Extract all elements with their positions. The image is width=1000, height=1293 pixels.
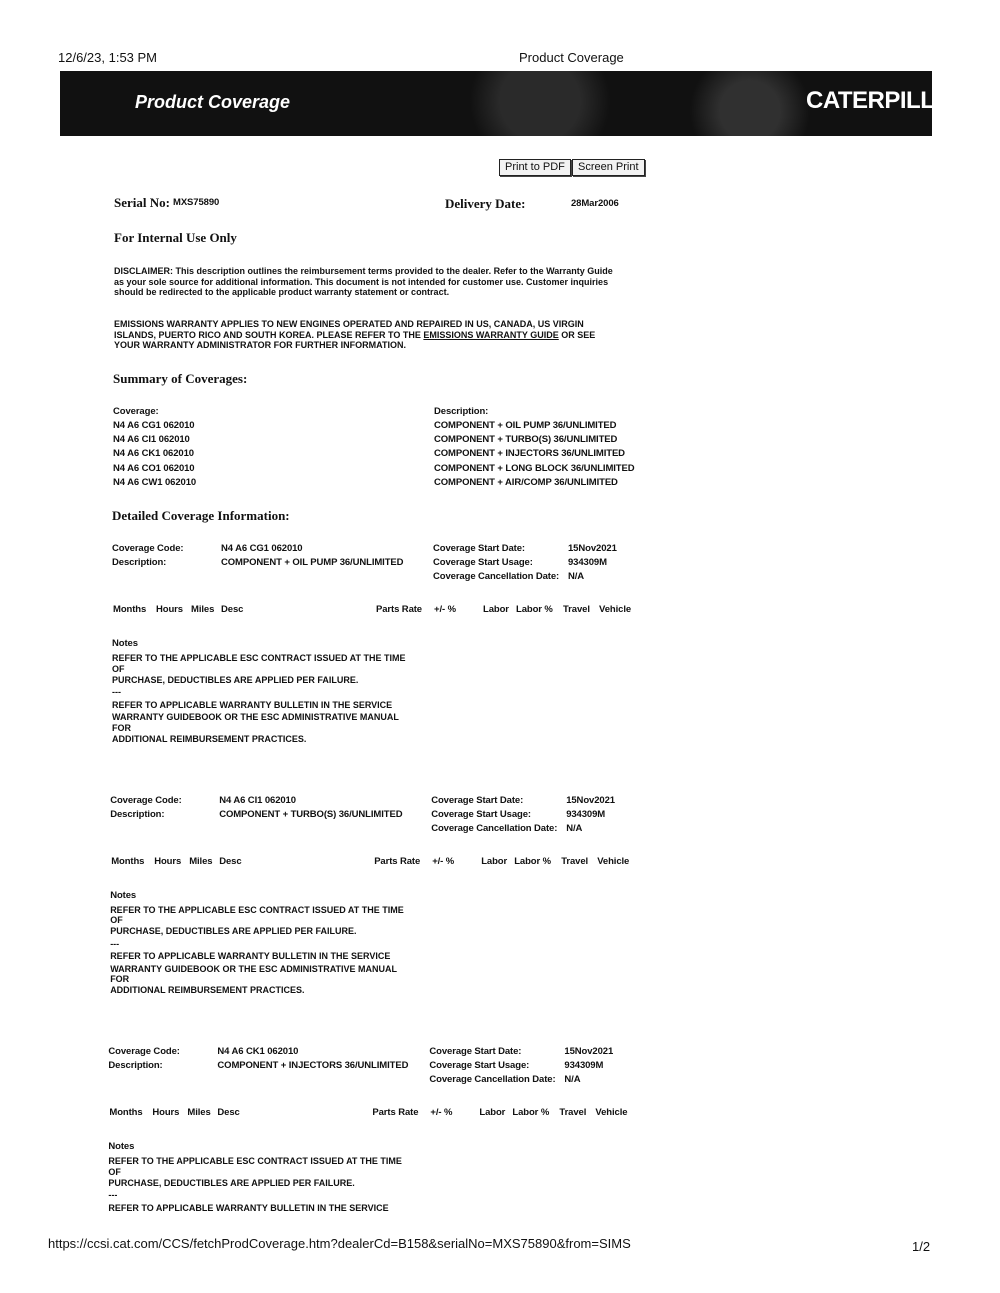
header-banner <box>60 71 969 136</box>
caterpillar-logo: CATERPILLAR <box>806 87 969 114</box>
start-usage-value: 934309M <box>566 808 606 820</box>
summary-coverage-code: N4 A6 CK1 062010 <box>113 448 194 460</box>
summary-coverage-description: COMPONENT + INJECTORS 36/UNLIMITED <box>434 448 625 460</box>
rate-column-header: Labor % <box>514 855 551 867</box>
cancellation-date-value: N/A <box>564 1074 581 1085</box>
notes-line: OF <box>108 1166 121 1177</box>
print-page-title: Product Coverage <box>519 50 624 65</box>
cancellation-date-label: Coverage Cancellation Date: <box>433 571 560 582</box>
rate-column-header: +/- % <box>430 1107 453 1118</box>
notes-line: ADDITIONAL REIMBURSEMENT PRACTICES. <box>112 733 307 744</box>
delivery-date-label: Delivery Date: <box>445 196 526 211</box>
description-label: Description: <box>108 1060 163 1071</box>
delivery-date-value: 28Mar2006 <box>571 198 619 209</box>
start-usage-value: 934309M <box>568 557 607 568</box>
start-date-value: 15Nov2021 <box>566 794 615 806</box>
rate-column-header: Miles <box>191 604 215 615</box>
emissions-text: OR SEE <box>561 329 596 340</box>
notes-line: OF <box>112 663 125 674</box>
cancellation-date-label: Coverage Cancellation Date: <box>431 822 558 834</box>
notes-line: ADDITIONAL REIMBURSEMENT PRACTICES. <box>110 985 305 995</box>
rate-column-header: Labor % <box>516 604 553 615</box>
start-usage-label: Coverage Start Usage: <box>429 1060 530 1071</box>
rate-column-header: Hours <box>156 604 183 615</box>
notes-text <box>112 652 432 745</box>
notes-line: FOR <box>112 722 131 733</box>
rate-column-header: Desc <box>219 855 242 867</box>
notes-line: PURCHASE, DEDUCTIBLES ARE APPLIED PER FAILURE. <box>108 1177 355 1188</box>
start-date-value: 15Nov2021 <box>564 1046 614 1057</box>
rate-column-header: Miles <box>189 855 213 867</box>
coverage-code-value: N4 A6 CI1 062010 <box>219 794 296 806</box>
rate-column-header: Vehicle <box>599 604 632 615</box>
summary-description-header: Description: <box>434 406 489 417</box>
notes-line: OF <box>110 915 123 925</box>
serial-label: Serial No: <box>114 195 170 210</box>
emissions-line <box>114 330 654 341</box>
rate-column-header: Travel <box>559 1107 587 1118</box>
notes-line: PURCHASE, DEDUCTIBLES ARE APPLIED PER FAILURE. <box>112 674 359 685</box>
description-value: COMPONENT + OIL PUMP 36/UNLIMITED <box>221 557 404 568</box>
coverage-code-label: Coverage Code: <box>108 1046 180 1057</box>
start-usage-label: Coverage Start Usage: <box>431 808 531 820</box>
notes-line: REFER TO APPLICABLE WARRANTY BULLETIN IN THE SERVICE <box>108 1202 389 1213</box>
serial-value: MXS75890 <box>173 197 220 208</box>
rate-column-header: +/- % <box>432 855 455 867</box>
rate-column-header: Parts Rate <box>372 1107 419 1118</box>
notes-line: WARRANTY GUIDEBOOK OR THE ESC ADMINISTRATIVE MANUAL <box>112 712 399 722</box>
start-date-value: 15Nov2021 <box>568 543 617 554</box>
emissions-notice <box>114 319 654 351</box>
notes-line: --- <box>112 687 121 697</box>
notes-line: REFER TO APPLICABLE WARRANTY BULLETIN IN THE SERVICE <box>112 699 393 710</box>
notes-line: PURCHASE, DEDUCTIBLES ARE APPLIED PER FAILURE. <box>110 926 357 936</box>
notes-text <box>108 1155 428 1214</box>
notes-line: REFER TO THE APPLICABLE ESC CONTRACT ISSUED AT THE TIME <box>110 904 404 915</box>
description-label: Description: <box>110 808 165 820</box>
internal-use-note: For Internal Use Only <box>114 230 237 245</box>
rate-column-header: Travel <box>563 604 590 615</box>
notes-line: --- <box>108 1190 118 1200</box>
rate-column-header: Labor <box>483 604 509 615</box>
description-value: COMPONENT + INJECTORS 36/UNLIMITED <box>217 1060 409 1071</box>
rate-column-header: Parts Rate <box>374 855 421 867</box>
rate-column-header: Vehicle <box>595 1107 628 1118</box>
rate-column-header: Months <box>113 604 147 615</box>
cancellation-date-value: N/A <box>568 571 585 582</box>
notes-line: REFER TO THE APPLICABLE ESC CONTRACT ISSUED AT THE TIME <box>108 1156 402 1166</box>
summary-coverage-code: N4 A6 CO1 062010 <box>113 462 195 474</box>
rate-column-header: Months <box>109 1107 143 1118</box>
emissions-text: ISLANDS, PUERTO RICO AND SOUTH KOREA. PLEASE REFER TO THE <box>114 329 421 340</box>
summary-coverage-header: Coverage: <box>113 406 159 417</box>
notes-text <box>110 904 430 997</box>
coverage-code-value: N4 A6 CK1 062010 <box>217 1046 299 1057</box>
rate-column-header: Hours <box>154 855 182 867</box>
description-value: COMPONENT + TURBO(S) 36/UNLIMITED <box>219 808 403 820</box>
notes-label: Notes <box>108 1141 135 1152</box>
banner-title: Product Coverage <box>135 92 291 112</box>
footer-page-number: 1/2 <box>912 1239 931 1254</box>
rate-column-header: Travel <box>561 855 589 867</box>
emissions-line: YOUR WARRANTY ADMINISTRATOR FOR FURTHER INFORMATION. <box>114 340 406 350</box>
rate-column-header: Desc <box>217 1107 240 1118</box>
disclaimer-line: DISCLAIMER: This description outlines the reimbursement terms provided to the dealer. Refer to the Warranty Guide <box>114 266 613 276</box>
summary-coverage-code: N4 A6 CW1 062010 <box>113 476 197 488</box>
start-date-label: Coverage Start Date: <box>433 543 525 554</box>
notes-line: --- <box>110 938 120 949</box>
summary-heading: Summary of Coverages: <box>113 371 248 386</box>
emissions-line: EMISSIONS WARRANTY APPLIES TO NEW ENGINES OPERATED AND REPAIRED IN US, CANADA, US VIRGIN <box>114 319 584 329</box>
notes-line: REFER TO APPLICABLE WARRANTY BULLETIN IN THE SERVICE <box>110 951 391 961</box>
print-timestamp: 12/6/23, 1:53 PM <box>58 50 158 65</box>
rate-column-header: Miles <box>187 1107 211 1118</box>
emissions-warranty-guide-link[interactable]: EMISSIONS WARRANTY GUIDE <box>423 329 559 340</box>
start-usage-label: Coverage Start Usage: <box>433 557 533 568</box>
cancellation-date-label: Coverage Cancellation Date: <box>429 1074 556 1085</box>
summary-coverage-description: COMPONENT + AIR/COMP 36/UNLIMITED <box>434 476 618 488</box>
start-date-label: Coverage Start Date: <box>431 794 524 806</box>
description-label: Description: <box>112 557 167 568</box>
rate-column-header: Labor % <box>512 1107 550 1118</box>
notes-line: WARRANTY GUIDEBOOK OR THE ESC ADMINISTRATIVE MANUAL <box>110 963 398 974</box>
notes-line: FOR <box>110 974 130 984</box>
coverage-code-label: Coverage Code: <box>110 794 182 806</box>
rate-column-header: Vehicle <box>597 855 630 867</box>
summary-coverage-description: COMPONENT + OIL PUMP 36/UNLIMITED <box>434 420 617 431</box>
rate-column-header: Labor <box>481 855 508 867</box>
footer-url[interactable]: https://ccsi.cat.com/CCS/fetchProdCoverage.htm?dealerCd=B158&serialNo=MXS75890&from=SIMS <box>48 1236 631 1251</box>
screen-print-button[interactable]: Screen Print <box>572 159 645 176</box>
rate-column-header: +/- % <box>434 604 456 615</box>
cancellation-date-value: N/A <box>566 822 583 834</box>
rate-column-header: Desc <box>221 604 244 615</box>
print-to-pdf-button[interactable]: Print to PDF <box>499 159 571 176</box>
notes-label: Notes <box>112 638 138 649</box>
summary-coverage-code: N4 A6 CG1 062010 <box>113 420 195 431</box>
disclaimer-line: as your sole source for additional information. This document is not intended for customer use. Customer inquiries <box>114 276 609 287</box>
notes-label: Notes <box>110 889 137 901</box>
summary-coverage-description: COMPONENT + LONG BLOCK 36/UNLIMITED <box>434 462 635 474</box>
summary-coverage-description: COMPONENT + TURBO(S) 36/UNLIMITED <box>434 434 618 446</box>
rate-column-header: Parts Rate <box>376 604 422 615</box>
summary-coverage-code: N4 A6 CI1 062010 <box>113 434 190 446</box>
disclaimer-line: should be redirected to the applicable product warranty statement or contract. <box>114 287 450 297</box>
start-date-label: Coverage Start Date: <box>429 1046 522 1057</box>
rate-column-header: Months <box>111 855 145 867</box>
coverage-code-value: N4 A6 CG1 062010 <box>221 543 303 554</box>
rate-column-header: Hours <box>152 1107 180 1118</box>
start-usage-value: 934309M <box>564 1060 604 1071</box>
notes-line: REFER TO THE APPLICABLE ESC CONTRACT ISSUED AT THE TIME <box>112 653 406 663</box>
rate-column-header: Labor <box>479 1107 506 1118</box>
coverage-code-label: Coverage Code: <box>112 543 184 554</box>
disclaimer <box>114 266 654 298</box>
detailed-heading: Detailed Coverage Information: <box>112 508 290 523</box>
